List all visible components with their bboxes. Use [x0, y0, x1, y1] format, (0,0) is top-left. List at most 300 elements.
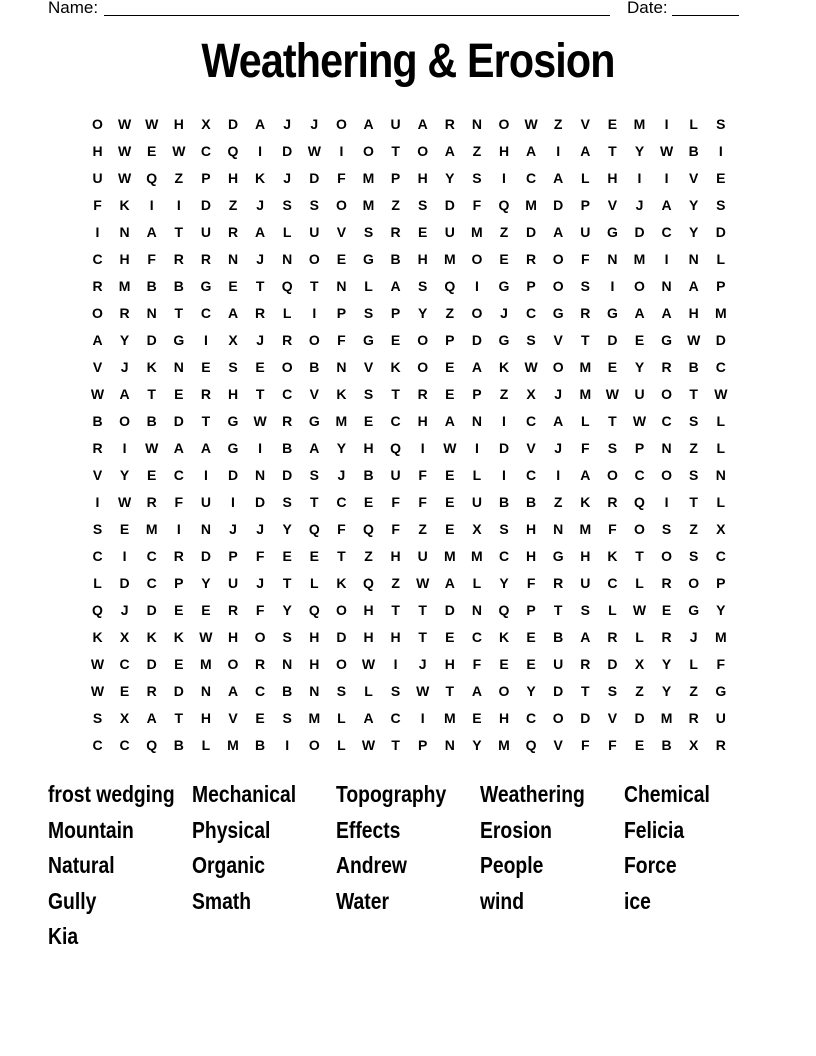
grid-letter[interactable]: P [445, 332, 455, 348]
grid-letter[interactable]: M [471, 224, 483, 240]
grid-letter[interactable]: S [661, 521, 672, 537]
grid-letter[interactable]: H [227, 386, 239, 402]
grid-letter[interactable]: Y [661, 656, 672, 672]
grid-letter[interactable]: Y [634, 359, 645, 375]
grid-letter[interactable]: O [281, 359, 293, 375]
grid-letter[interactable]: E [445, 494, 455, 510]
grid-letter[interactable]: U [200, 494, 211, 510]
grid-letter[interactable]: Q [498, 197, 510, 213]
grid-letter[interactable]: A [309, 440, 320, 456]
grid-letter[interactable]: W [361, 656, 376, 672]
grid-letter[interactable]: R [688, 710, 699, 726]
grid-letter[interactable]: S [282, 629, 292, 645]
grid-letter[interactable]: U [580, 575, 591, 591]
grid-letter[interactable]: R [553, 575, 564, 591]
grid-letter[interactable]: E [336, 251, 347, 267]
grid-letter[interactable]: W [117, 494, 132, 510]
grid-letter[interactable]: O [661, 548, 673, 564]
grid-letter[interactable]: L [716, 251, 726, 267]
grid-letter[interactable]: W [524, 359, 538, 375]
grid-letter[interactable]: N [471, 413, 482, 429]
grid-letter[interactable]: M [362, 170, 375, 186]
grid-letter[interactable]: A [444, 413, 455, 429]
grid-letter[interactable]: U [553, 656, 564, 672]
grid-letter[interactable]: C [526, 305, 537, 321]
grid-letter[interactable]: A [471, 359, 482, 375]
grid-letter[interactable]: U [227, 575, 239, 591]
grid-letter[interactable]: C [526, 170, 537, 186]
grid-letter[interactable]: X [689, 737, 699, 753]
grid-letter[interactable]: D [607, 656, 618, 672]
grid-letter[interactable]: O [552, 251, 564, 267]
grid-letter[interactable]: E [174, 602, 184, 618]
grid-letter[interactable]: R [526, 251, 537, 267]
grid-letter[interactable]: L [310, 575, 319, 591]
grid-letter[interactable]: C [119, 737, 130, 753]
grid-letter[interactable]: Y [119, 467, 130, 483]
grid-letter[interactable]: E [445, 359, 455, 375]
grid-letter[interactable]: Y [119, 332, 130, 348]
grid-letter[interactable]: S [336, 683, 347, 699]
grid-letter[interactable]: S [689, 548, 699, 564]
grid-letter[interactable]: I [474, 440, 479, 456]
grid-letter[interactable]: H [417, 413, 428, 429]
grid-letter[interactable]: A [661, 305, 672, 321]
grid-letter[interactable]: W [307, 143, 321, 159]
grid-letter[interactable]: E [390, 332, 401, 348]
grid-letter[interactable]: M [443, 710, 456, 726]
grid-letter[interactable]: T [391, 602, 400, 618]
grid-letter[interactable]: S [499, 521, 509, 537]
grid-letter[interactable]: J [554, 440, 563, 456]
grid-letter[interactable]: V [607, 197, 618, 213]
grid-letter[interactable]: C [715, 548, 726, 564]
grid-letter[interactable]: I [556, 143, 561, 159]
grid-letter[interactable]: G [715, 683, 727, 699]
grid-letter[interactable]: Q [92, 602, 103, 618]
grid-letter[interactable]: I [664, 116, 669, 132]
grid-letter[interactable]: F [174, 494, 184, 510]
grid-letter[interactable]: H [526, 521, 537, 537]
grid-letter[interactable]: D [146, 602, 157, 618]
grid-letter[interactable]: V [607, 710, 618, 726]
grid-letter[interactable]: S [716, 116, 726, 132]
grid-letter[interactable]: O [92, 116, 103, 132]
grid-letter[interactable]: O [634, 521, 645, 537]
grid-letter[interactable]: N [282, 656, 293, 672]
grid-letter[interactable]: G [200, 278, 212, 294]
grid-letter[interactable]: W [117, 116, 132, 132]
grid-letter[interactable]: O [227, 656, 239, 672]
grid-letter[interactable]: F [581, 251, 590, 267]
grid-letter[interactable]: S [363, 386, 374, 402]
grid-letter[interactable]: H [119, 251, 130, 267]
grid-letter[interactable]: Y [445, 170, 455, 186]
grid-letter[interactable]: J [500, 305, 508, 321]
grid-letter[interactable]: O [335, 116, 347, 132]
grid-letter[interactable]: U [634, 386, 645, 402]
grid-letter[interactable]: R [119, 305, 130, 321]
grid-letter[interactable]: Y [661, 683, 672, 699]
grid-letter[interactable]: A [417, 116, 428, 132]
grid-letter[interactable]: L [581, 170, 590, 186]
grid-letter[interactable]: S [580, 278, 590, 294]
grid-letter[interactable]: W [145, 116, 159, 132]
grid-letter[interactable]: E [174, 656, 184, 672]
grid-letter[interactable]: V [553, 737, 563, 753]
grid-letter[interactable]: I [664, 251, 669, 267]
grid-letter[interactable]: U [444, 224, 455, 240]
grid-letter[interactable]: Q [308, 602, 320, 618]
grid-letter[interactable]: Y [282, 521, 292, 537]
grid-letter[interactable]: A [255, 116, 266, 132]
grid-letter[interactable]: K [119, 197, 130, 213]
grid-letter[interactable]: B [688, 359, 699, 375]
grid-letter[interactable]: R [173, 548, 184, 564]
grid-letter[interactable]: N [119, 224, 130, 240]
grid-letter[interactable]: T [310, 278, 319, 294]
grid-letter[interactable]: H [390, 629, 401, 645]
grid-letter[interactable]: S [607, 683, 618, 699]
grid-letter[interactable]: J [120, 359, 129, 375]
grid-letter[interactable]: I [420, 710, 425, 726]
grid-letter[interactable]: A [444, 143, 455, 159]
grid-letter[interactable]: F [472, 656, 482, 672]
grid-letter[interactable]: Z [689, 521, 698, 537]
grid-letter[interactable]: A [363, 710, 374, 726]
grid-letter[interactable]: M [335, 413, 348, 429]
grid-letter[interactable]: R [661, 359, 672, 375]
grid-letter[interactable]: B [526, 494, 537, 510]
grid-letter[interactable]: L [282, 224, 292, 240]
grid-letter[interactable]: A [227, 683, 239, 699]
grid-letter[interactable]: U [92, 170, 103, 186]
grid-letter[interactable]: H [688, 305, 699, 321]
grid-letter[interactable]: T [391, 737, 400, 753]
grid-letter[interactable]: B [498, 494, 510, 510]
grid-letter[interactable]: C [661, 224, 672, 240]
grid-letter[interactable]: T [255, 386, 265, 402]
grid-letter[interactable]: E [499, 251, 509, 267]
grid-letter[interactable]: R [661, 629, 672, 645]
grid-letter[interactable]: J [283, 116, 292, 132]
grid-letter[interactable]: M [227, 737, 239, 753]
grid-letter[interactable]: G [227, 413, 239, 429]
grid-letter[interactable]: P [174, 575, 184, 591]
grid-letter[interactable]: T [553, 602, 563, 618]
grid-letter[interactable]: G [227, 440, 239, 456]
grid-letter[interactable]: A [526, 143, 537, 159]
grid-letter[interactable]: C [255, 683, 266, 699]
grid-letter[interactable]: S [228, 359, 238, 375]
grid-letter[interactable]: B [661, 737, 672, 753]
grid-letter[interactable]: H [498, 143, 510, 159]
grid-letter[interactable]: W [632, 602, 647, 618]
grid-letter[interactable]: P [716, 278, 726, 294]
grid-letter[interactable]: B [282, 683, 293, 699]
grid-letter[interactable]: D [146, 332, 157, 348]
grid-letter[interactable]: F [472, 197, 482, 213]
grid-letter[interactable]: W [416, 683, 430, 699]
grid-letter[interactable]: D [200, 197, 211, 213]
grid-letter[interactable]: T [310, 494, 319, 510]
grid-letter[interactable]: L [472, 467, 482, 483]
grid-letter[interactable]: P [390, 170, 401, 186]
grid-letter[interactable]: D [282, 467, 293, 483]
grid-letter[interactable]: G [498, 332, 510, 348]
grid-letter[interactable]: Q [498, 602, 510, 618]
grid-letter[interactable]: X [119, 710, 130, 726]
grid-letter[interactable]: H [526, 548, 537, 564]
grid-letter[interactable]: E [634, 737, 645, 753]
grid-letter[interactable]: E [661, 602, 672, 618]
grid-letter[interactable]: O [119, 413, 131, 429]
grid-letter[interactable]: Q [390, 440, 402, 456]
grid-letter[interactable]: I [122, 440, 127, 456]
grid-letter[interactable]: D [146, 656, 157, 672]
grid-letter[interactable]: K [255, 170, 266, 186]
grid-letter[interactable]: D [607, 332, 618, 348]
grid-letter[interactable]: I [339, 143, 344, 159]
grid-letter[interactable]: J [689, 629, 698, 645]
grid-letter[interactable]: S [418, 197, 428, 213]
grid-letter[interactable]: Z [418, 521, 427, 537]
grid-letter[interactable]: E [147, 143, 157, 159]
grid-letter[interactable]: C [498, 548, 510, 564]
grid-letter[interactable]: D [227, 116, 239, 132]
grid-letter[interactable]: E [445, 386, 455, 402]
grid-letter[interactable]: D [553, 683, 564, 699]
grid-letter[interactable]: E [147, 467, 157, 483]
grid-letter[interactable]: E [526, 629, 536, 645]
grid-letter[interactable]: A [227, 305, 239, 321]
grid-letter[interactable]: U [715, 710, 726, 726]
grid-letter[interactable]: D [173, 413, 184, 429]
grid-letter[interactable]: B [146, 278, 157, 294]
grid-letter[interactable]: Y [336, 440, 347, 456]
grid-letter[interactable]: A [146, 710, 157, 726]
grid-letter[interactable]: T [391, 143, 400, 159]
grid-letter[interactable]: O [552, 278, 564, 294]
grid-letter[interactable]: Z [445, 305, 455, 321]
grid-letter[interactable]: J [310, 116, 319, 132]
grid-letter[interactable]: G [552, 305, 564, 321]
grid-letter[interactable]: F [716, 656, 726, 672]
grid-letter[interactable]: Q [444, 278, 456, 294]
grid-letter[interactable]: L [337, 710, 346, 726]
grid-letter[interactable]: S [580, 602, 590, 618]
grid-letter[interactable]: D [200, 548, 211, 564]
grid-letter[interactable]: H [363, 629, 374, 645]
grid-letter[interactable]: F [337, 170, 346, 186]
grid-letter[interactable]: S [282, 197, 292, 213]
grid-letter[interactable]: L [201, 737, 211, 753]
grid-letter[interactable]: D [715, 224, 726, 240]
grid-letter[interactable]: D [227, 467, 239, 483]
grid-letter[interactable]: L [716, 494, 726, 510]
grid-letter[interactable]: T [689, 386, 698, 402]
grid-letter[interactable]: K [607, 548, 618, 564]
grid-letter[interactable]: E [201, 602, 211, 618]
grid-letter[interactable]: P [526, 602, 536, 618]
grid-letter[interactable]: D [634, 224, 645, 240]
grid-letter[interactable]: M [200, 656, 212, 672]
grid-letter[interactable]: J [229, 521, 237, 537]
grid-letter[interactable]: I [610, 278, 615, 294]
grid-letter[interactable]: T [635, 548, 644, 564]
grid-letter[interactable]: K [498, 359, 510, 375]
grid-letter[interactable]: P [228, 548, 238, 564]
grid-letter[interactable]: Y [499, 575, 509, 591]
grid-letter[interactable]: T [174, 710, 184, 726]
grid-letter[interactable]: S [92, 710, 103, 726]
grid-letter[interactable]: N [336, 359, 347, 375]
grid-letter[interactable]: L [635, 575, 644, 591]
grid-letter[interactable]: Z [553, 116, 563, 132]
grid-letter[interactable]: S [716, 197, 726, 213]
grid-letter[interactable]: D [173, 683, 184, 699]
grid-letter[interactable]: Z [689, 683, 698, 699]
grid-letter[interactable]: C [200, 143, 211, 159]
grid-letter[interactable]: L [689, 656, 698, 672]
grid-letter[interactable]: R [282, 332, 293, 348]
grid-letter[interactable]: I [95, 494, 100, 510]
grid-letter[interactable]: V [553, 332, 563, 348]
grid-letter[interactable]: E [499, 656, 509, 672]
grid-letter[interactable]: Q [146, 170, 158, 186]
grid-letter[interactable]: C [92, 737, 103, 753]
grid-letter[interactable]: R [255, 305, 266, 321]
grid-letter[interactable]: N [444, 737, 455, 753]
grid-letter[interactable]: D [634, 710, 645, 726]
grid-letter[interactable]: H [227, 629, 239, 645]
grid-letter[interactable]: W [117, 170, 132, 186]
grid-letter[interactable]: O [335, 602, 347, 618]
grid-letter[interactable]: U [417, 548, 428, 564]
grid-letter[interactable]: A [200, 440, 211, 456]
name-blank-line[interactable] [104, 0, 610, 16]
grid-letter[interactable]: I [258, 440, 263, 456]
grid-letter[interactable]: Z [499, 386, 509, 402]
grid-letter[interactable]: O [498, 116, 510, 132]
grid-letter[interactable]: S [472, 170, 482, 186]
grid-letter[interactable]: N [661, 440, 672, 456]
grid-letter[interactable]: X [472, 521, 482, 537]
grid-letter[interactable]: H [444, 656, 455, 672]
grid-letter[interactable]: M [471, 548, 483, 564]
grid-letter[interactable]: R [227, 224, 239, 240]
grid-letter[interactable]: K [92, 629, 103, 645]
grid-letter[interactable]: A [471, 683, 482, 699]
grid-letter[interactable]: O [254, 629, 266, 645]
grid-letter[interactable]: N [255, 467, 266, 483]
grid-letter[interactable]: N [146, 305, 157, 321]
grid-letter[interactable]: C [390, 413, 401, 429]
grid-letter[interactable]: R [390, 224, 401, 240]
grid-letter[interactable]: W [199, 629, 213, 645]
grid-letter[interactable]: D [336, 629, 347, 645]
grid-letter[interactable]: O [308, 737, 320, 753]
grid-letter[interactable]: F [418, 467, 427, 483]
grid-letter[interactable]: S [282, 494, 292, 510]
grid-letter[interactable]: V [689, 170, 699, 186]
grid-letter[interactable]: C [390, 710, 401, 726]
grid-letter[interactable]: H [417, 251, 428, 267]
grid-letter[interactable]: G [606, 224, 618, 240]
grid-letter[interactable]: I [718, 143, 723, 159]
grid-letter[interactable]: A [146, 224, 157, 240]
grid-letter[interactable]: R [146, 494, 157, 510]
grid-letter[interactable]: E [363, 413, 374, 429]
grid-letter[interactable]: N [200, 683, 211, 699]
grid-letter[interactable]: F [418, 494, 427, 510]
grid-letter[interactable]: N [607, 251, 618, 267]
grid-letter[interactable]: K [580, 494, 591, 510]
grid-letter[interactable]: W [524, 116, 538, 132]
grid-letter[interactable]: J [256, 332, 264, 348]
grid-letter[interactable]: Q [525, 737, 537, 753]
grid-letter[interactable]: U [390, 116, 401, 132]
grid-letter[interactable]: O [661, 386, 673, 402]
grid-letter[interactable]: P [418, 737, 428, 753]
grid-letter[interactable]: C [715, 359, 726, 375]
grid-letter[interactable]: F [337, 521, 346, 537]
grid-letter[interactable]: C [526, 467, 537, 483]
grid-letter[interactable]: K [336, 386, 347, 402]
grid-letter[interactable]: E [445, 629, 455, 645]
grid-letter[interactable]: N [336, 278, 347, 294]
grid-letter[interactable]: E [445, 467, 455, 483]
grid-letter[interactable]: T [608, 143, 617, 159]
grid-letter[interactable]: I [149, 197, 154, 213]
grid-letter[interactable]: O [308, 332, 320, 348]
grid-letter[interactable]: C [607, 575, 618, 591]
grid-letter[interactable]: G [363, 332, 374, 348]
grid-letter[interactable]: O [417, 143, 429, 159]
grid-letter[interactable]: J [256, 197, 264, 213]
grid-letter[interactable]: L [472, 575, 482, 591]
grid-letter[interactable]: M [443, 251, 456, 267]
grid-letter[interactable]: Z [391, 575, 400, 591]
grid-letter[interactable]: H [607, 170, 618, 186]
grid-letter[interactable]: W [145, 440, 159, 456]
grid-letter[interactable]: F [391, 494, 400, 510]
grid-letter[interactable]: D [471, 332, 482, 348]
grid-letter[interactable]: B [688, 143, 699, 159]
grid-letter[interactable]: W [172, 143, 186, 159]
grid-letter[interactable]: V [336, 224, 347, 240]
grid-letter[interactable]: R [607, 494, 618, 510]
grid-letter[interactable]: F [391, 521, 400, 537]
grid-letter[interactable]: O [661, 467, 673, 483]
grid-letter[interactable]: E [634, 332, 645, 348]
grid-letter[interactable]: H [173, 116, 184, 132]
grid-letter[interactable]: C [471, 629, 482, 645]
grid-letter[interactable]: C [146, 575, 157, 591]
grid-letter[interactable]: Q [363, 521, 374, 537]
grid-letter[interactable]: A [173, 440, 184, 456]
grid-letter[interactable]: O [471, 251, 483, 267]
date-blank-line[interactable] [672, 0, 739, 16]
grid-letter[interactable]: O [634, 278, 645, 294]
grid-letter[interactable]: Y [472, 737, 482, 753]
grid-letter[interactable]: Z [364, 548, 373, 564]
grid-letter[interactable]: X [634, 656, 645, 672]
grid-letter[interactable]: B [92, 413, 103, 429]
grid-letter[interactable]: L [337, 737, 346, 753]
grid-letter[interactable]: H [309, 656, 320, 672]
grid-letter[interactable]: E [716, 170, 726, 186]
